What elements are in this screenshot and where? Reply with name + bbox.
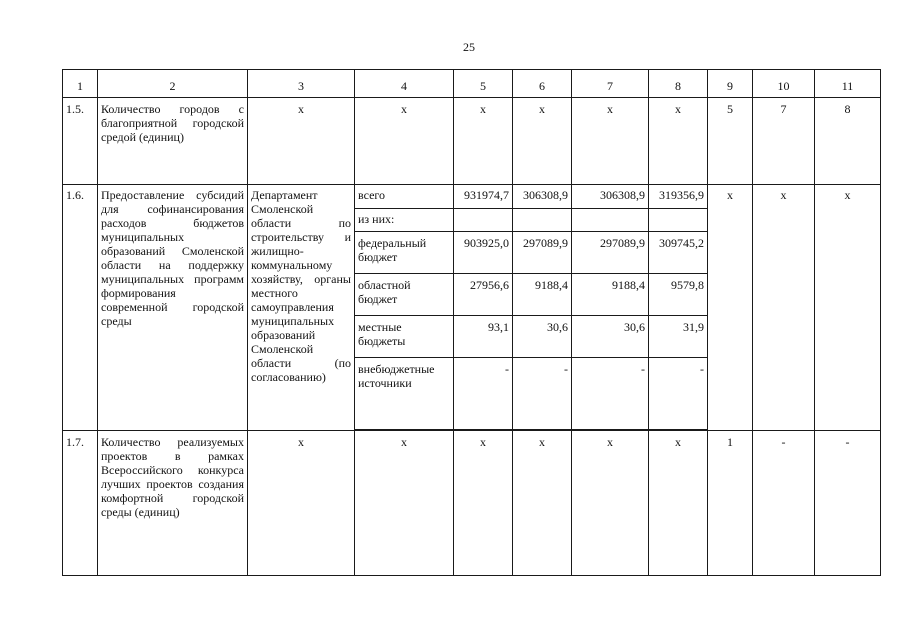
header-cell: 6 xyxy=(513,70,572,98)
cell-col9: x xyxy=(708,185,753,431)
row-number: 1.5. xyxy=(63,98,98,185)
cell-col7: x xyxy=(572,98,649,185)
source-label: из них: xyxy=(355,209,454,232)
source-value: 319356,9 xyxy=(649,185,708,209)
source-value: 297089,9 xyxy=(513,232,572,274)
source-value xyxy=(649,209,708,232)
source-value: - xyxy=(513,358,572,430)
cell-col11: x xyxy=(815,185,881,431)
source-value: - xyxy=(454,358,513,430)
cell-col5: x xyxy=(454,431,513,576)
row-executor: Департамент Смоленской области по строительству и жилищно-коммунальному хозяйству, органы местного самоуправления муниципальных образований Смоленской области (по согласованию) xyxy=(248,185,355,431)
header-row xyxy=(63,70,881,98)
cell-col4: x xyxy=(355,431,454,576)
header-cell: 1 xyxy=(63,70,98,98)
row-name: Количество городов с благоприятной городской средой (единиц) xyxy=(98,98,248,185)
header-cell: 5 xyxy=(454,70,513,98)
row-name: Количество реализуемых проектов в рамках Всероссийского конкурса лучших проектов создания комфортной городской среды (единиц) xyxy=(98,431,248,576)
cell-col11: - xyxy=(815,431,881,576)
table-row-1-7 xyxy=(63,431,881,576)
cell-col4: x xyxy=(355,98,454,185)
source-label: федеральный бюджет xyxy=(355,232,454,274)
source-value xyxy=(513,209,572,232)
source-value: 31,9 xyxy=(649,316,708,358)
source-value: 30,6 xyxy=(572,316,649,358)
table-row-1-5 xyxy=(63,98,881,185)
cell-col10: - xyxy=(753,431,815,576)
source-value: 9188,4 xyxy=(572,274,649,316)
source-value: 93,1 xyxy=(454,316,513,358)
cell-col11: 8 xyxy=(815,98,881,185)
source-value: - xyxy=(572,358,649,430)
header-cell: 2 xyxy=(98,70,248,98)
source-value: 903925,0 xyxy=(454,232,513,274)
source-value xyxy=(454,209,513,232)
source-label: областной бюджет xyxy=(355,274,454,316)
header-cell: 3 xyxy=(248,70,355,98)
source-value: 309745,2 xyxy=(649,232,708,274)
source-value: 9579,8 xyxy=(649,274,708,316)
header-cell: 9 xyxy=(708,70,753,98)
cell-col3: x xyxy=(248,98,355,185)
cell-col3: x xyxy=(248,431,355,576)
table-row-1-6 xyxy=(63,185,881,209)
source-value: 9188,4 xyxy=(513,274,572,316)
source-value: - xyxy=(649,358,708,430)
cell-col6: x xyxy=(513,431,572,576)
source-value xyxy=(572,209,649,232)
header-cell: 8 xyxy=(649,70,708,98)
header-cell: 4 xyxy=(355,70,454,98)
source-label: местные бюджеты xyxy=(355,316,454,358)
cell-col8: x xyxy=(649,98,708,185)
header-cell: 10 xyxy=(753,70,815,98)
cell-col7: x xyxy=(572,431,649,576)
row-number: 1.7. xyxy=(63,431,98,576)
cell-col8: x xyxy=(649,431,708,576)
source-value: 306308,9 xyxy=(513,185,572,209)
source-label: всего xyxy=(355,185,454,209)
source-value: 931974,7 xyxy=(454,185,513,209)
source-value: 30,6 xyxy=(513,316,572,358)
cell-col10: 7 xyxy=(753,98,815,185)
cell-col9: 5 xyxy=(708,98,753,185)
source-value: 297089,9 xyxy=(572,232,649,274)
header-cell: 11 xyxy=(815,70,881,98)
cell-col10: x xyxy=(753,185,815,431)
source-label: внебюджетные источники xyxy=(355,358,454,430)
program-table xyxy=(62,69,881,576)
source-value: 27956,6 xyxy=(454,274,513,316)
source-value: 306308,9 xyxy=(572,185,649,209)
cell-col6: x xyxy=(513,98,572,185)
page-number: 25 xyxy=(463,40,475,54)
header-cell: 7 xyxy=(572,70,649,98)
cell-col5: x xyxy=(454,98,513,185)
row-number: 1.6. xyxy=(63,185,98,431)
cell-col9: 1 xyxy=(708,431,753,576)
row-name: Предоставление субсидий для софинансирования расходов бюджетов муниципальных образований Смоленской области на поддержку муниципальных программ формирования современной городской среды xyxy=(98,185,248,431)
